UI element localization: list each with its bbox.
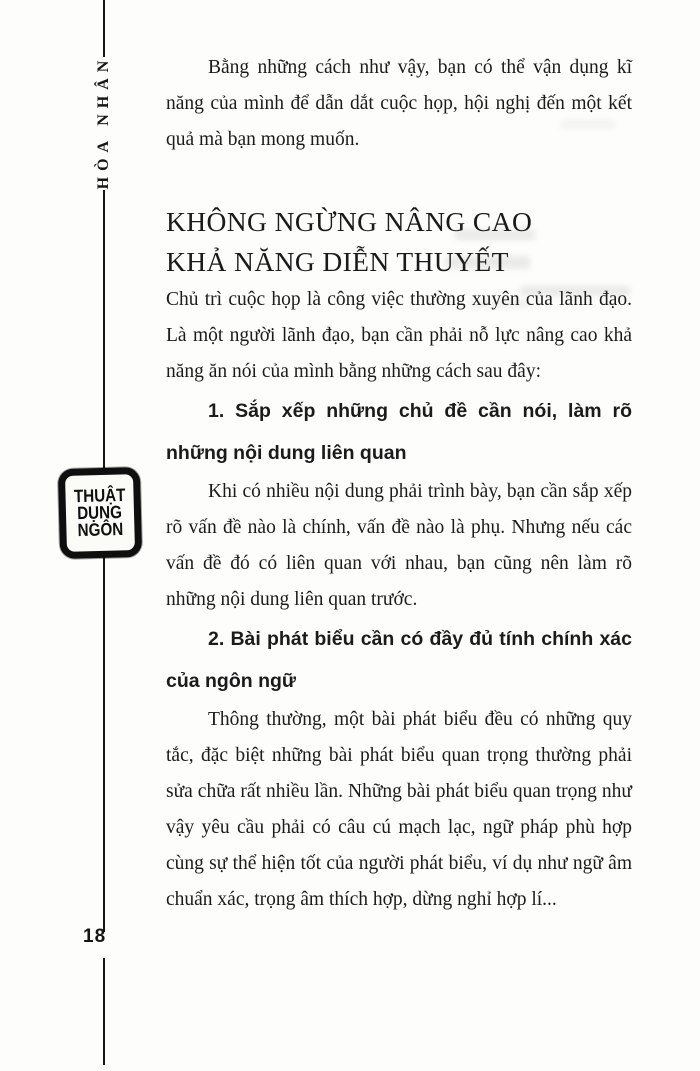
series-stamp-logo (58, 467, 142, 559)
text-column (166, 50, 632, 918)
stamp-line-2: DỤNG (77, 502, 123, 524)
body-paragraph-2: Chủ trì cuộc họp là công việc thường xuyên của lãnh đạo. Là một người lãnh đạo, bạn cần phải nỗ lực nâng cao khả năng ăn nói của mình bằng những cách sau đây: (166, 289, 632, 382)
chapter-heading-line-2: KHẢ NĂNG DIỄN THUYẾT (166, 246, 509, 277)
stamp-line-1: THUẬT (73, 485, 126, 507)
spine-rule-top (103, 0, 105, 57)
body-paragraph-3: Khi có nhiều nội dung phải trình bày, bạn cần sắp xếp rõ vấn đề nào là chính, vấn đề nào là phụ. Nhưng nếu các vấn đề đó có liên quan với nhau, bạn cũng nên làm rõ những nội dung liên quan trước. (166, 481, 632, 610)
page-number: 18 (83, 926, 107, 947)
spine-rule-bottom (103, 958, 105, 1065)
chapter-heading-line-1: KHÔNG NGỪNG NÂNG CAO (166, 206, 533, 237)
author-vertical-label: HÒA NHÂN (95, 54, 112, 190)
subheading-2: 2. Bài phát biểu cần có đầy đủ tính chính xác của ngôn ngữ (166, 628, 632, 692)
chapter-heading (166, 202, 632, 282)
body-paragraph-4: Thông thường, một bài phát biểu đều có những quy tắc, đặc biệt những bài phát biểu quan trọng thường phải sửa chữa rất nhiều lần. Những bài phát biểu quan trọng như vậy yêu cầu phải có câu cú mạch lạc, ngữ pháp phù hợp cùng sự thể hiện tốt của người phát biểu, ví dụ như ngữ âm chuẩn xác, trọng âm thích hợp, dừng nghỉ hợp lí... (166, 709, 632, 910)
subheading-1: 1. Sắp xếp những chủ đề cần nói, làm rõ những nội dung liên quan (166, 400, 632, 464)
body-paragraph-1: Bằng những cách như vậy, bạn có thể vận dụng kĩ năng của mình để dẫn dắt cuộc họp, hội nghị đến một kết quả mà bạn mong muốn. (166, 57, 632, 150)
stamp-line-3: NGÔN (77, 519, 124, 541)
spine-rule-middle (103, 190, 105, 932)
